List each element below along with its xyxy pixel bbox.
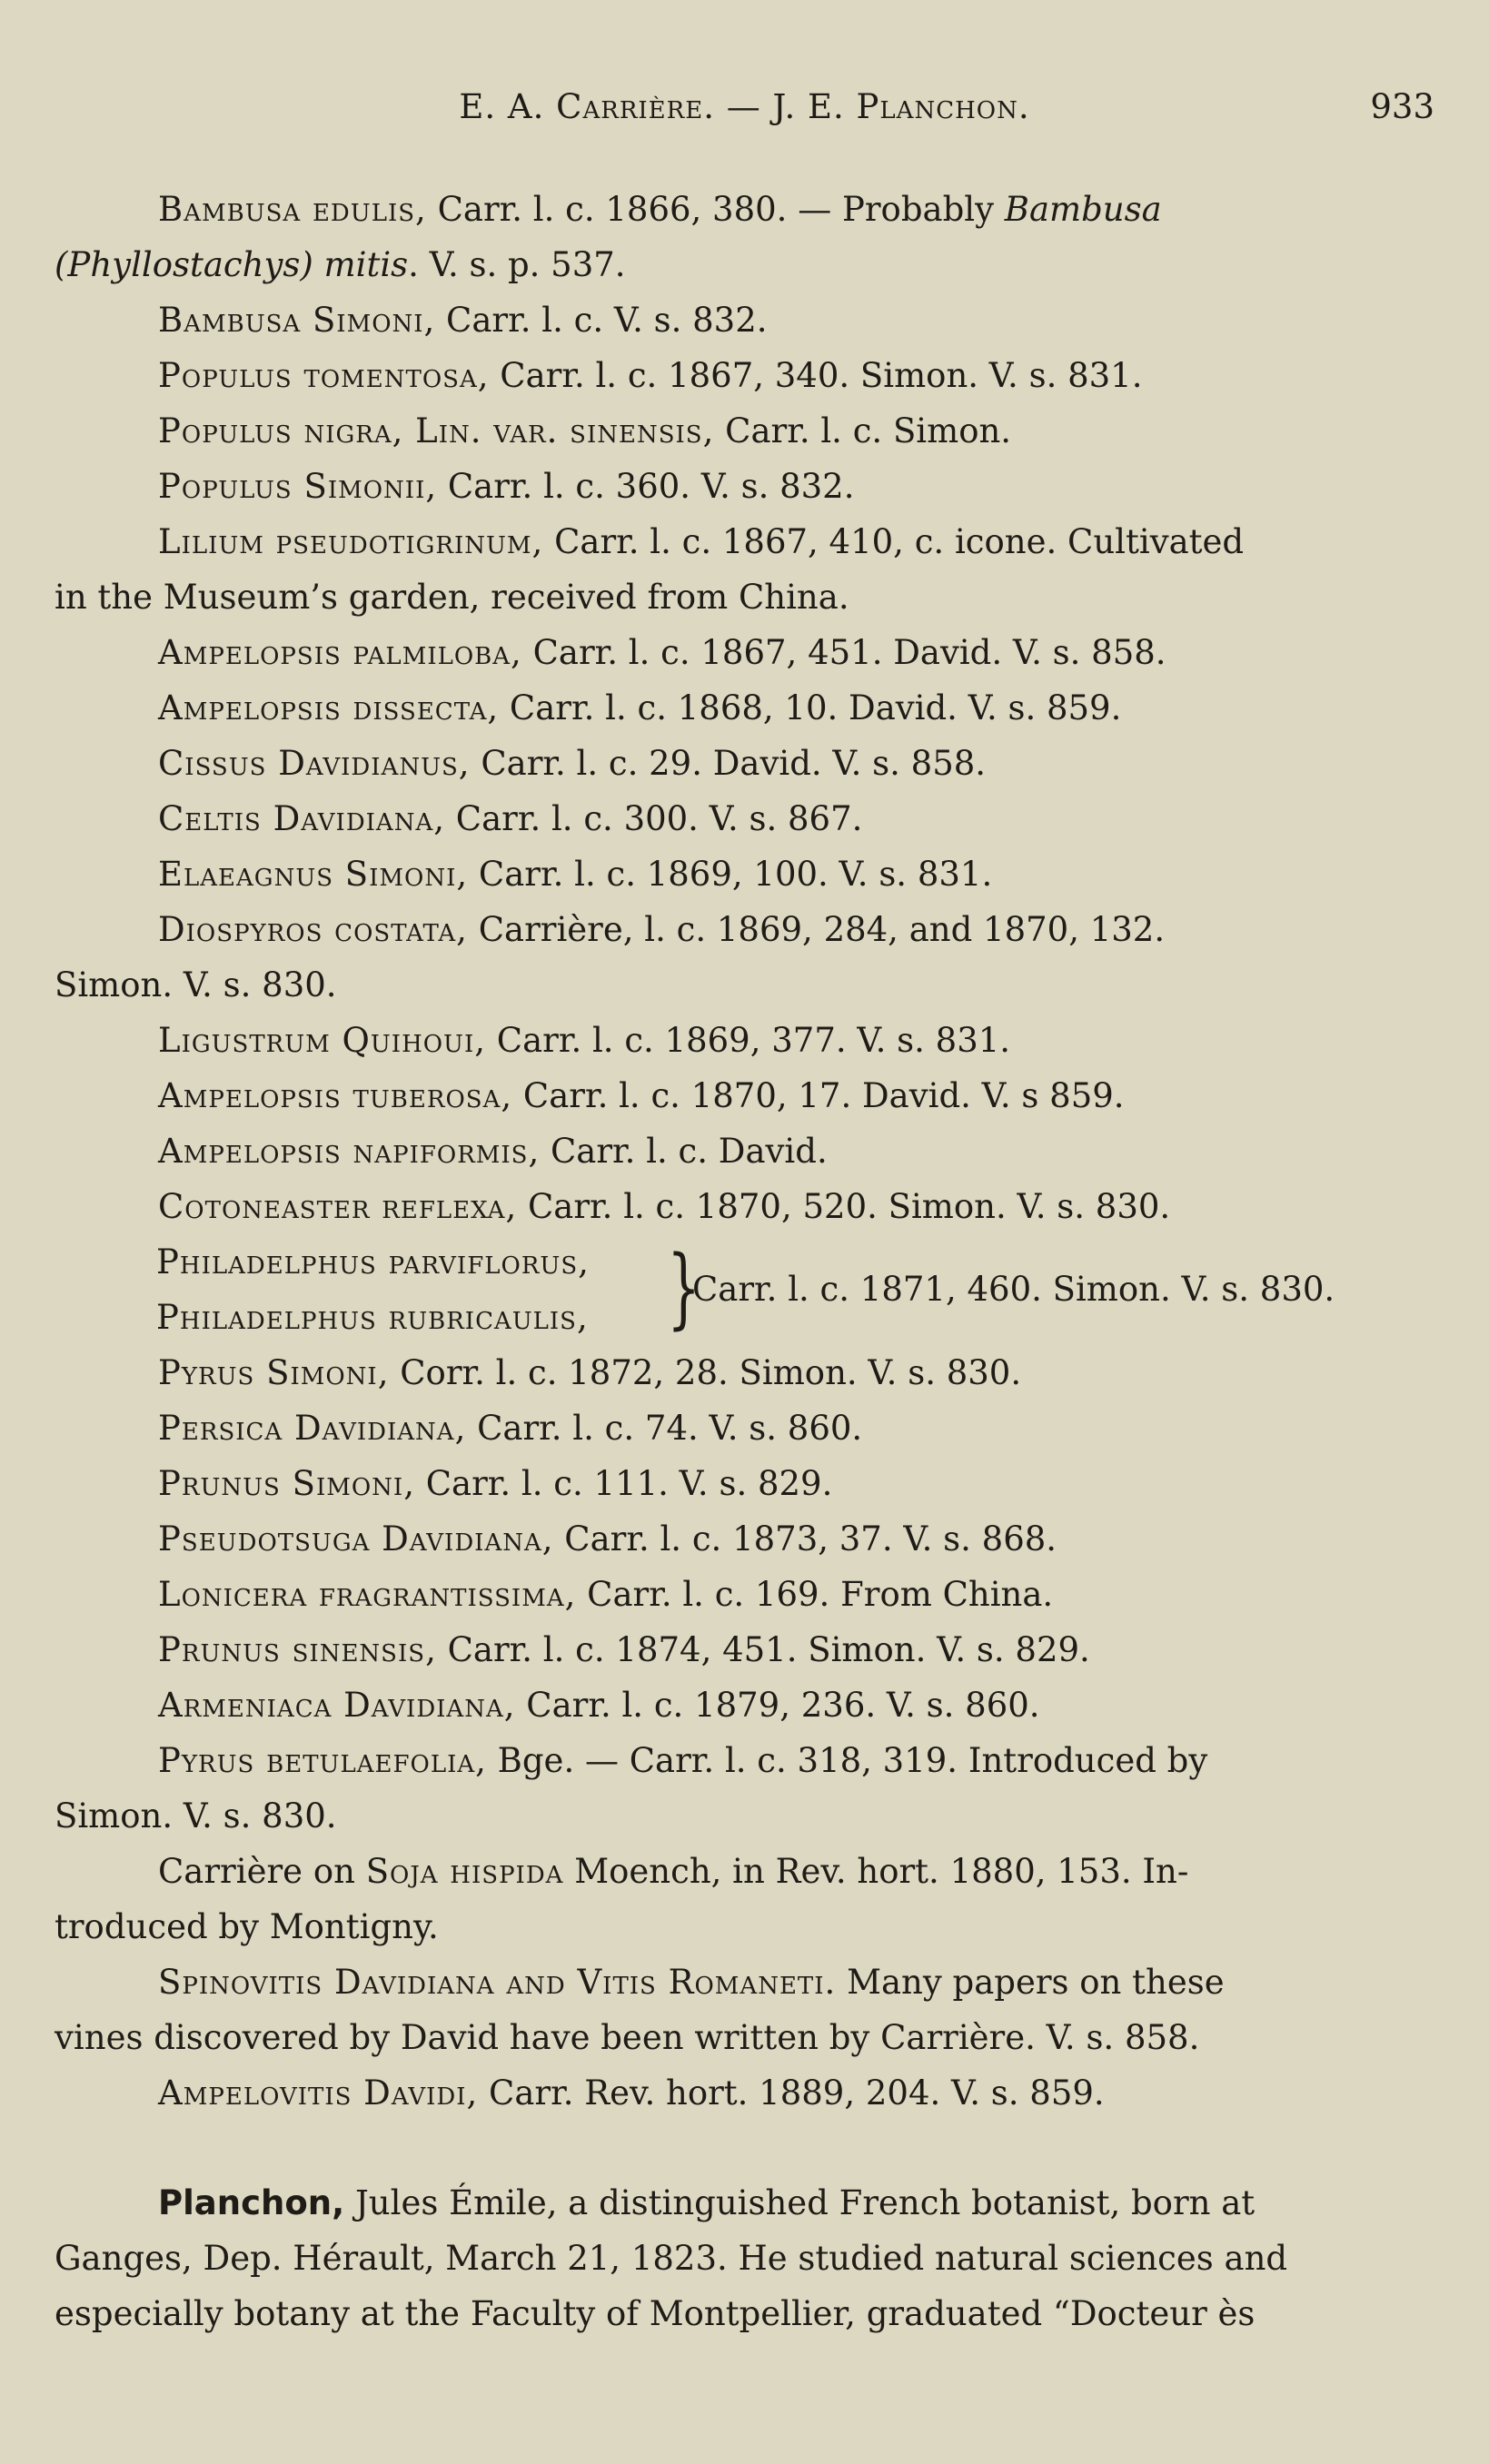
list-item — [55, 1844, 1398, 1954]
species-name: Persica Davidiana, — [158, 1409, 467, 1448]
reference-text: Carr. l. c. 1879, 236. V. s. 860. — [515, 1686, 1040, 1725]
species-name: Ligustrum Quihoui, — [158, 1021, 486, 1060]
list-item — [55, 348, 1398, 403]
bracketed-entry — [55, 1234, 1398, 1345]
reference-continuation: . V. s. p. 537. — [408, 245, 626, 284]
species-name: Diospyros costata, — [158, 910, 468, 949]
reference-text: Moench, in Rev. hort. 1880, 153. In- — [563, 1852, 1189, 1891]
list-item — [55, 292, 1398, 348]
reference-text: Bge. — Carr. l. c. 318, 319. Introduced by — [486, 1741, 1208, 1780]
reference-continuation: Simon. V. s. 830. — [55, 965, 337, 1004]
list-item — [55, 182, 1398, 292]
list-item — [55, 625, 1398, 680]
list-item — [55, 1123, 1398, 1179]
reference-text: Carr. l. c. 1874, 451. Simon. V. s. 829. — [436, 1630, 1090, 1669]
reference-text: Carr. l. c. 1866, 380. — Probably — [426, 190, 1005, 229]
list-item — [55, 1567, 1398, 1622]
reference-continuation: in the Museum’s garden, received from China. — [55, 578, 849, 617]
species-name: Cotoneaster reflexa, — [158, 1187, 518, 1226]
list-item — [55, 1622, 1398, 1677]
list-item — [55, 791, 1398, 846]
list-item — [55, 1456, 1398, 1511]
list-item — [55, 459, 1398, 514]
list-item — [55, 902, 1398, 1013]
species-name: Ampelopsis dissecta, — [158, 688, 500, 727]
species-name: Bambusa edulis, — [158, 190, 427, 229]
reference-text: Carr. Rev. hort. 1889, 204. V. s. 859. — [478, 2073, 1105, 2113]
species-name: Ampelopsis tuberosa, — [158, 1076, 513, 1115]
italic-name: (Phyllostachys) mitis — [55, 245, 409, 284]
reference-text: Carr. l. c. 1871, 460. Simon. V. s. 830. — [692, 1270, 1335, 1309]
species-name: Cissus Davidianus, — [158, 744, 471, 783]
reference-text: Many papers on these — [836, 1963, 1225, 2002]
page-header — [55, 87, 1434, 151]
list-item — [55, 680, 1398, 736]
species-name: Ampelopsis napiformis, — [158, 1132, 541, 1171]
species-name: Soja hispida — [365, 1852, 564, 1891]
species-name: Ampelopsis palmiloba, — [158, 633, 522, 672]
prefix-text: Carrière on — [158, 1852, 366, 1891]
species-name: Elaeagnus Simoni, — [158, 855, 469, 894]
reference-text: Corr. l. c. 1872, 28. Simon. V. s. 830. — [389, 1353, 1022, 1392]
species-name: Populus tomentosa, — [158, 356, 490, 395]
reference-text: Carr. l. c. 1873, 37. V. s. 868. — [553, 1519, 1057, 1559]
list-item — [55, 1511, 1398, 1567]
list-item — [55, 1013, 1398, 1068]
list-item — [55, 1400, 1398, 1456]
reference-text: Carr. l. c. 1867, 340. Simon. V. s. 831. — [489, 356, 1143, 395]
list-item — [55, 1677, 1398, 1733]
brace-icon: } — [667, 1237, 700, 1339]
reference-continuation: Simon. V. s. 830. — [55, 1796, 337, 1836]
biography-text: Jules Émile, a distinguished French botanist, born at — [344, 2183, 1256, 2222]
biography-name: Planchon, — [158, 2183, 345, 2222]
running-title: E. A. Carrière. — J. E. Planchon. — [459, 87, 1030, 126]
species-name: Philadelphus rubricaulis, — [156, 1298, 589, 1337]
species-name: Populus Simonii, — [158, 467, 438, 506]
reference-text: Carr. l. c. 1870, 17. David. V. s 859. — [512, 1076, 1125, 1115]
reference-text: Carr. l. c. 169. From China. — [576, 1575, 1054, 1614]
list-item — [55, 846, 1398, 902]
species-name: Spinovitis Davidiana and Vitis Romaneti. — [158, 1963, 837, 2002]
list-item — [55, 2065, 1398, 2121]
page-number: 933 — [1370, 87, 1434, 126]
reference-text: Carr. l. c. 1869, 377. V. s. 831. — [486, 1021, 1011, 1060]
list-item — [55, 1345, 1398, 1400]
list-item — [55, 1733, 1398, 1844]
list-item — [55, 403, 1398, 459]
species-name: Prunus Simoni, — [158, 1464, 415, 1503]
list-item — [55, 1068, 1398, 1123]
reference-text: Carr. l. c. 29. David. V. s. 858. — [470, 744, 987, 783]
list-item — [55, 1954, 1398, 2065]
list-item — [55, 736, 1398, 791]
reference-text: Carr. l. c. 300. V. s. 867. — [445, 799, 863, 838]
reference-continuation: vines discovered by David have been written by Carrière. V. s. 858. — [55, 2018, 1200, 2057]
biography-text: Ganges, Dep. Hérault, March 21, 1823. He studied natural sciences and — [55, 2239, 1288, 2278]
species-name: Pyrus Simoni, — [158, 1353, 390, 1392]
reference-text: Carr. l. c. Simon. — [714, 411, 1012, 450]
entry-list — [55, 182, 1398, 2121]
biography-paragraph — [55, 2175, 1398, 2341]
species-name: Lonicera fragrantissima, — [158, 1575, 577, 1614]
reference-text: Carr. l. c. V. s. 832. — [435, 301, 768, 340]
reference-text: Carr. l. c. 1869, 100. V. s. 831. — [468, 855, 993, 894]
species-name: Pseudotsuga Davidiana, — [158, 1519, 554, 1559]
reference-text: Carr. l. c. 1867, 410, c. icone. Cultivated — [543, 522, 1245, 561]
species-name: Armeniaca Davidiana, — [158, 1686, 516, 1725]
reference-text: Carr. l. c. 1867, 451. David. V. s. 858. — [521, 633, 1166, 672]
italic-name: Bambusa — [1004, 190, 1162, 229]
reference-text: Carr. l. c. 360. V. s. 832. — [437, 467, 855, 506]
list-item — [55, 514, 1398, 625]
list-item — [55, 1179, 1398, 1234]
reference-text: Carr. l. c. David. — [540, 1132, 828, 1171]
reference-text: Carrière, l. c. 1869, 284, and 1870, 132. — [467, 910, 1166, 949]
species-name: Celtis Davidiana, — [158, 799, 445, 838]
species-name: Philadelphus parviflorus, — [156, 1242, 590, 1281]
biography-text: especially botany at the Faculty of Montpellier, graduated “Docteur ès — [55, 2294, 1256, 2333]
reference-text: Carr. l. c. 1870, 520. Simon. V. s. 830. — [517, 1187, 1171, 1226]
species-name: Ampelovitis Davidi, — [158, 2073, 479, 2113]
species-name: Pyrus betulaefolia, — [158, 1741, 487, 1780]
reference-text: Carr. l. c. 1868, 10. David. V. s. 859. — [499, 688, 1122, 727]
species-name: Lilium pseudotigrinum, — [158, 522, 544, 561]
reference-text: Carr. l. c. 74. V. s. 860. — [466, 1409, 863, 1448]
species-name: Populus nigra, Lin. var. sinensis, — [158, 411, 715, 450]
species-name: Prunus sinensis, — [158, 1630, 437, 1669]
species-name: Bambusa Simoni, — [158, 301, 436, 340]
reference-text: Carr. l. c. 111. V. s. 829. — [414, 1464, 833, 1503]
reference-continuation: troduced by Montigny. — [55, 1907, 439, 1946]
